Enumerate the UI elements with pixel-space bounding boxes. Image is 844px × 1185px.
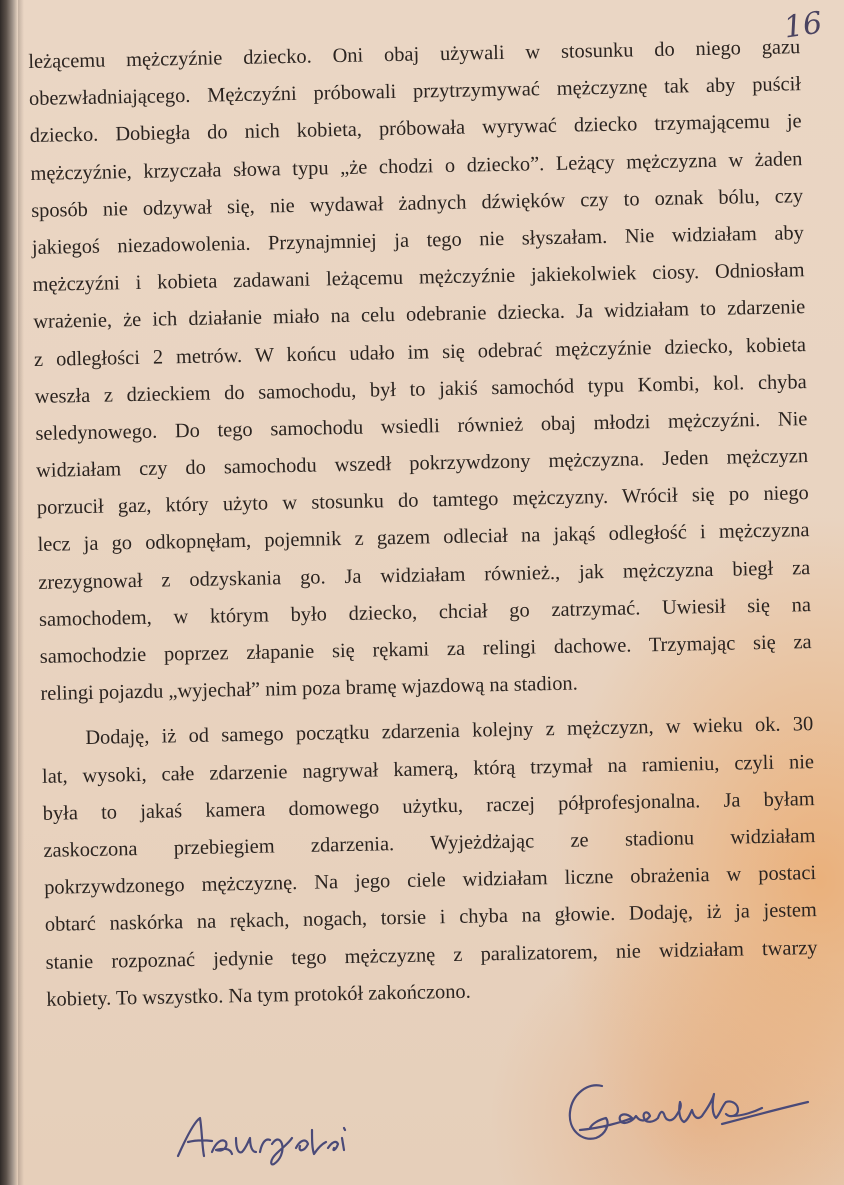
text-line: wrażenie, że ich działanie miało na celu odebranie dziecka. Ja widziałam to zdarzenie	[33, 296, 806, 334]
text-line: stanie rozpoznać jedynie tego mężczyznę z paralizatorem, nie widziałam twarzy	[45, 936, 818, 974]
binding-edge	[18, 0, 24, 1185]
text-line: samochodem, w którym było dziecko, chciał go zatrzymać. Uwiesił się na	[38, 593, 812, 631]
text-line: Dodaję, iż od samego początku zdarzenia kolejny z mężczyzn, w wieku ok. 30	[85, 713, 814, 750]
text-line: lecz ja go odkopnęłam, pojemnik z gazem odleciał na jakąś odległość i mężczyzna	[37, 519, 810, 557]
testimony-text	[28, 29, 819, 1019]
text-line: samochodzie poprzez złapanie się rękami za relingi dachowe. Trzymając się za	[39, 631, 812, 668]
text-line: relingi pojazdu „wyjechał” nim poza bramę wjazdową na stadion.	[40, 672, 578, 706]
text-line: porzucił gaz, który użyto w stosunku do tamtego mężczyzny. Wrócił się po niego	[36, 482, 809, 520]
binding-shadow	[0, 0, 18, 1185]
text-line: zrezygnował z odzyskania go. Ja widziałam również., jak mężczyzna biegł za	[38, 556, 811, 594]
text-line: jakiegoś niezadowolenia. Przynajmniej ja tego nie słyszałam. Nie widziałam aby	[31, 222, 804, 259]
text-line: była to jakaś kamera domowego użytku, raczej półprofesjonalna. Ja byłam	[42, 787, 815, 825]
text-line: seledynowego. Do tego samochodu wsiedli również obaj młodzi mężczyźni. Nie	[35, 407, 808, 445]
text-line: lat, wysoki, całe zdarzenie nagrywał kamerą, którą trzymał na ramieniu, czyli nie	[41, 750, 815, 788]
text-line: dziecko. Dobiegła do nich kobieta, próbowała wyrywać dziecko trzymającemu je	[29, 110, 802, 148]
text-line: obezwładniającego. Mężczyźni próbowali przytrzymywać mężczyznę tak aby puścił	[28, 73, 802, 111]
text-line: mężczyźnie, krzyczała słowa typu „że chodzi o dziecko”. Leżący mężczyzna w żaden	[30, 147, 803, 185]
text-line: leżącemu mężczyźnie dziecko. Oni obaj używali w stosunku do niego gazu	[28, 36, 801, 73]
text-line: kobiety. To wszystko. Na tym protokół zakończono.	[46, 980, 471, 1011]
text-line: obtarć naskórka na rękach, nogach, torsie i chyba na głowie. Dodaję, iż ja jestem	[44, 899, 817, 937]
text-line: widziałam czy do samochodu wszedł pokrzywdzony mężczyzna. Jeden mężczyzn	[35, 445, 809, 482]
text-line: zaskoczona przebiegiem zdarzenia. Wyjeżdżając ze stadionu widziałam	[43, 824, 816, 862]
signature-right	[562, 1072, 812, 1156]
text-line: pokrzywdzonego mężczyznę. Na jego ciele widziałam liczne obrażenia w postaci	[43, 862, 817, 899]
text-line: weszła z dzieckiem do samochodu, był to jakiś samochód typu Kombi, kol. chyba	[34, 370, 807, 408]
signature-left	[172, 1108, 372, 1168]
text-line: sposób nie odzywał się, nie wydawał żadnych dźwięków czy to oznak bólu, czy	[30, 184, 804, 222]
text-line: z odległości 2 metrów. W końcu udało im się odebrać mężczyźnie dziecko, kobieta	[33, 333, 807, 371]
page-number: 16	[781, 5, 825, 46]
text-line: mężczyźni i kobieta zadawani leżącemu mężczyźnie jakiekolwiek ciosy. Odniosłam	[32, 259, 805, 297]
